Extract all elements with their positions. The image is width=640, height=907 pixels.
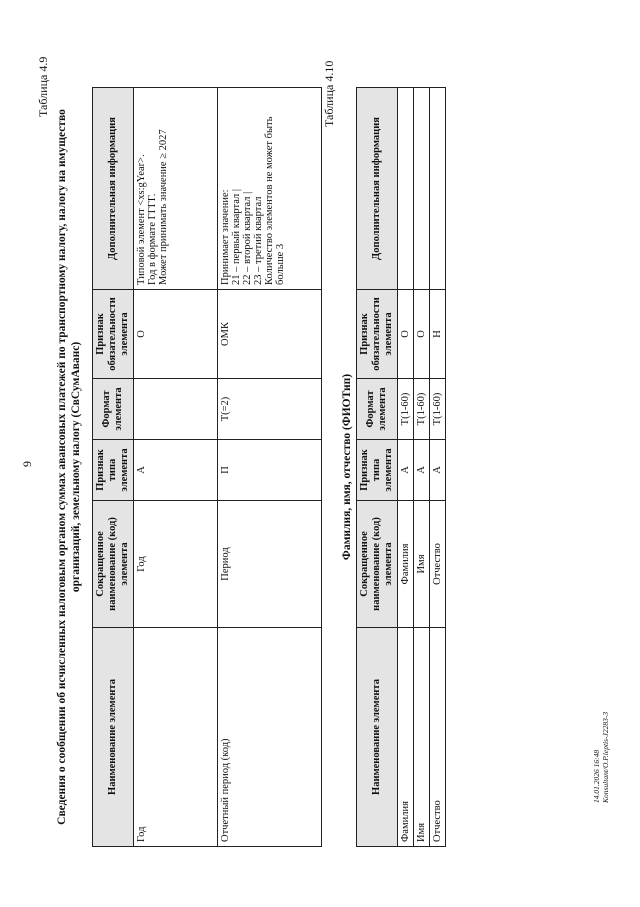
cell-info — [430, 88, 446, 290]
cell-code: Год — [134, 501, 218, 628]
cell-name: Отчетный период (код) — [218, 628, 322, 847]
cell-name: Имя — [414, 628, 430, 847]
table-row — [134, 88, 218, 847]
info-line: Принимает значение: — [220, 189, 231, 285]
cell-type: А — [398, 440, 414, 501]
cell-type: А — [430, 440, 446, 501]
col-header-type: Признак типа элемента — [357, 440, 398, 501]
table-title: Сведения о сообщении об исчисленных налоговым органом суммах авансовых платежей по транспортному налогу, налогу на имущество организаций, земельному налогу (СвСумАванс) — [56, 109, 82, 825]
table-row — [398, 88, 414, 847]
col-header-required: Признак обязательности элемента — [357, 290, 398, 379]
col-header-required: Признак обязательности элемента — [93, 290, 134, 379]
cell-name: Фамилия — [398, 628, 414, 847]
cell-info — [134, 88, 218, 290]
col-header-info: Дополнительная информация — [357, 88, 398, 290]
col-header-code: Сокращенное наименование (код) элемента — [357, 501, 398, 628]
table-caption: Таблица 4.9 — [36, 56, 50, 117]
cell-format: Т(1-60) — [398, 379, 414, 440]
col-header-code: Сокращенное наименование (код) элемента — [93, 501, 134, 628]
info-line: 21 – первый квартал | — [231, 189, 242, 285]
info-line: Год в формате ГГГГ. — [147, 193, 158, 285]
cell-info — [398, 88, 414, 290]
cell-required: Н — [430, 290, 446, 379]
cell-required: ОМК — [218, 290, 322, 379]
page-number: 9 — [20, 461, 34, 467]
info-line: Может принимать значение ≥ 2027 — [158, 129, 169, 285]
cell-code: Отчество — [430, 501, 446, 628]
footer-stamp — [592, 712, 610, 803]
cell-name: Год — [134, 628, 218, 847]
stamp-date: 14.01.2026 16:48 — [592, 749, 601, 803]
info-line: 23 – третий квартал — [253, 196, 264, 285]
cell-required: О — [398, 290, 414, 379]
info-line: Типовой элемент <xs:gYear>. — [136, 154, 147, 285]
info-line: 22 – второй квартал | — [242, 191, 253, 285]
cell-info — [414, 88, 430, 290]
col-header-type: Признак типа элемента — [93, 440, 134, 501]
table-header-row — [93, 88, 134, 847]
cell-format: Т(=2) — [218, 379, 322, 440]
cell-format: Т(1-60) — [414, 379, 430, 440]
cell-format — [134, 379, 218, 440]
cell-code: Имя — [414, 501, 430, 628]
col-header-name: Наименование элемента — [93, 628, 134, 847]
cell-format: Т(1-60) — [430, 379, 446, 440]
cell-required: О — [414, 290, 430, 379]
table-row — [414, 88, 430, 847]
cell-type: А — [134, 440, 218, 501]
cell-info — [218, 88, 322, 290]
col-header-format: Формат элемента — [357, 379, 398, 440]
table-row — [218, 88, 322, 847]
elements-table-2 — [356, 87, 446, 847]
table-header-row — [357, 88, 398, 847]
table-title: Фамилия, имя, отчество (ФИОТип) — [341, 373, 353, 561]
info-line: Количество элементов не может быть больше 3 — [264, 116, 286, 285]
cell-code: Период — [218, 501, 322, 628]
cell-code: Фамилия — [398, 501, 414, 628]
table-caption: Таблица 4.10 — [322, 60, 336, 127]
col-header-format: Формат элемента — [93, 379, 134, 440]
table-row — [430, 88, 446, 847]
col-header-name: Наименование элемента — [357, 628, 398, 847]
cell-required: О — [134, 290, 218, 379]
stamp-id: Konsultant/O.P.leptis-J2283-3 — [601, 711, 610, 803]
cell-type: П — [218, 440, 322, 501]
cell-type: А — [414, 440, 430, 501]
col-header-info: Дополнительная информация — [93, 88, 134, 290]
elements-table-1 — [92, 87, 322, 847]
cell-name: Отчество — [430, 628, 446, 847]
